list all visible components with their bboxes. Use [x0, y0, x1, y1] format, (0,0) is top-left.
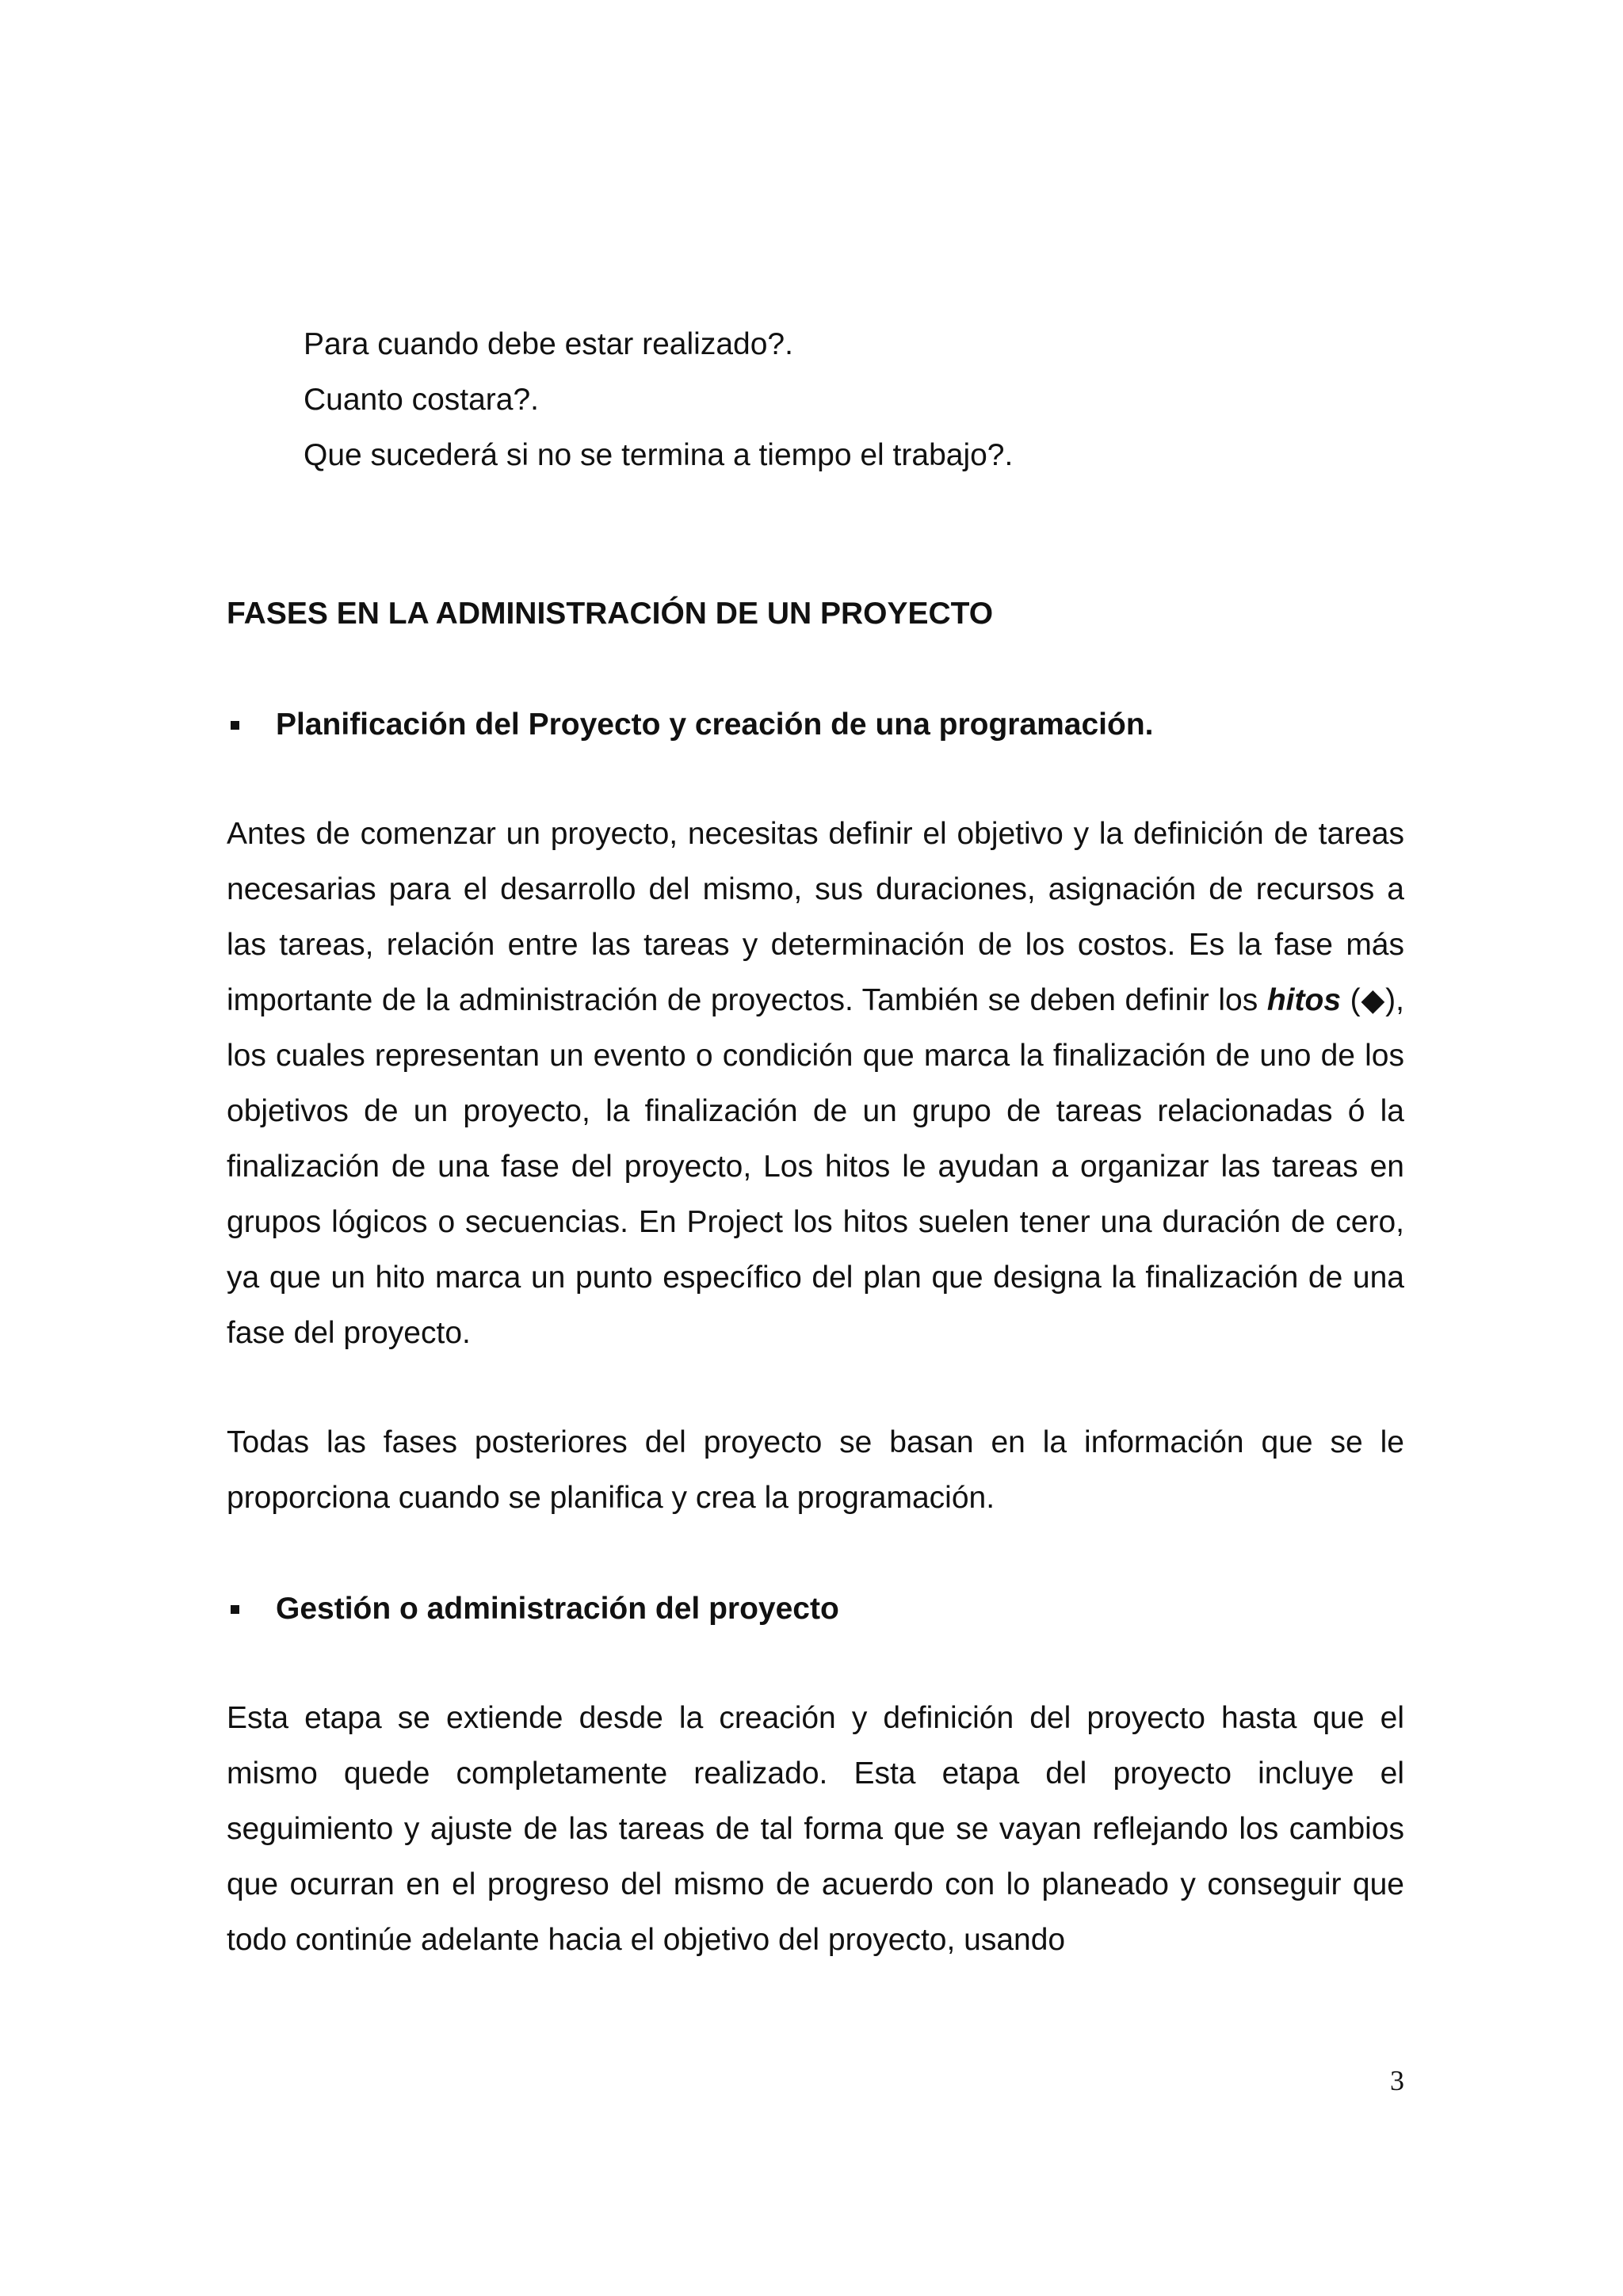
square-bullet-icon — [231, 1605, 239, 1614]
paragraph-planning-definition — [227, 807, 1404, 1361]
bullet-heading-text: Gestión o administración del proyecto — [276, 1592, 839, 1626]
page-number: 3 — [1390, 2065, 1404, 2096]
paragraph-management: Esta etapa se extiende desde la creación y definición del proyecto hasta que el mismo quede completamente realizado. Esta etapa del proyecto incluye el seguimiento y ajuste de las tareas de tal forma que se vayan reflejando los cambios que ocurran en el progreso del mismo de acuerdo con lo planeado y conseguir que todo continúe adelante hacia el objetivo del proyecto, usando — [227, 1701, 1404, 1957]
square-bullet-icon — [231, 721, 239, 730]
paragraph-planning-basis: Todas las fases posteriores del proyecto se basan en la información que se le proporciona cuando se planifica y crea la programación. — [227, 1425, 1404, 1515]
bullet-heading-management — [227, 1581, 1404, 1637]
paragraph-text: Antes de comenzar un proyecto, necesitas definir el objetivo y la definición de tareas necesarias para el desarrollo del mismo, sus duraciones, asignación de recursos a las tareas, relación entre las tareas y determinación de los costos. Es la fase más importante de la administración de proyectos. También se deben definir los — [227, 817, 1404, 1017]
bullet-heading-planning — [227, 697, 1404, 753]
bullet-heading-text: Planificación del Proyecto y creación de una programación. — [276, 707, 1154, 742]
question-list — [227, 317, 1404, 483]
question-line: Para cuando debe estar realizado?. — [304, 327, 793, 361]
emphasized-term-hitos: hitos — [1266, 983, 1342, 1017]
page-content — [227, 317, 1404, 1968]
question-line: Que sucederá si no se termina a tiempo el trabajo?. — [304, 438, 1014, 472]
paragraph-text: (◆), los cuales representan un evento o condición que marca la finalización de uno de los objetivos de un proyecto, la finalización de un grupo de tareas relacionadas ó la finalización de una fase del proyecto, Los hitos le ayudan a organizar las tareas en grupos lógicos o secuencias. En Project los hitos suelen tener una duración de cero, ya que un hito marca un punto específico del plan que designa la finalización de una fase del proyecto. — [227, 983, 1404, 1350]
section-heading: FASES EN LA ADMINISTRACIÓN DE UN PROYECTO — [227, 597, 994, 631]
question-line: Cuanto costara?. — [304, 383, 540, 417]
